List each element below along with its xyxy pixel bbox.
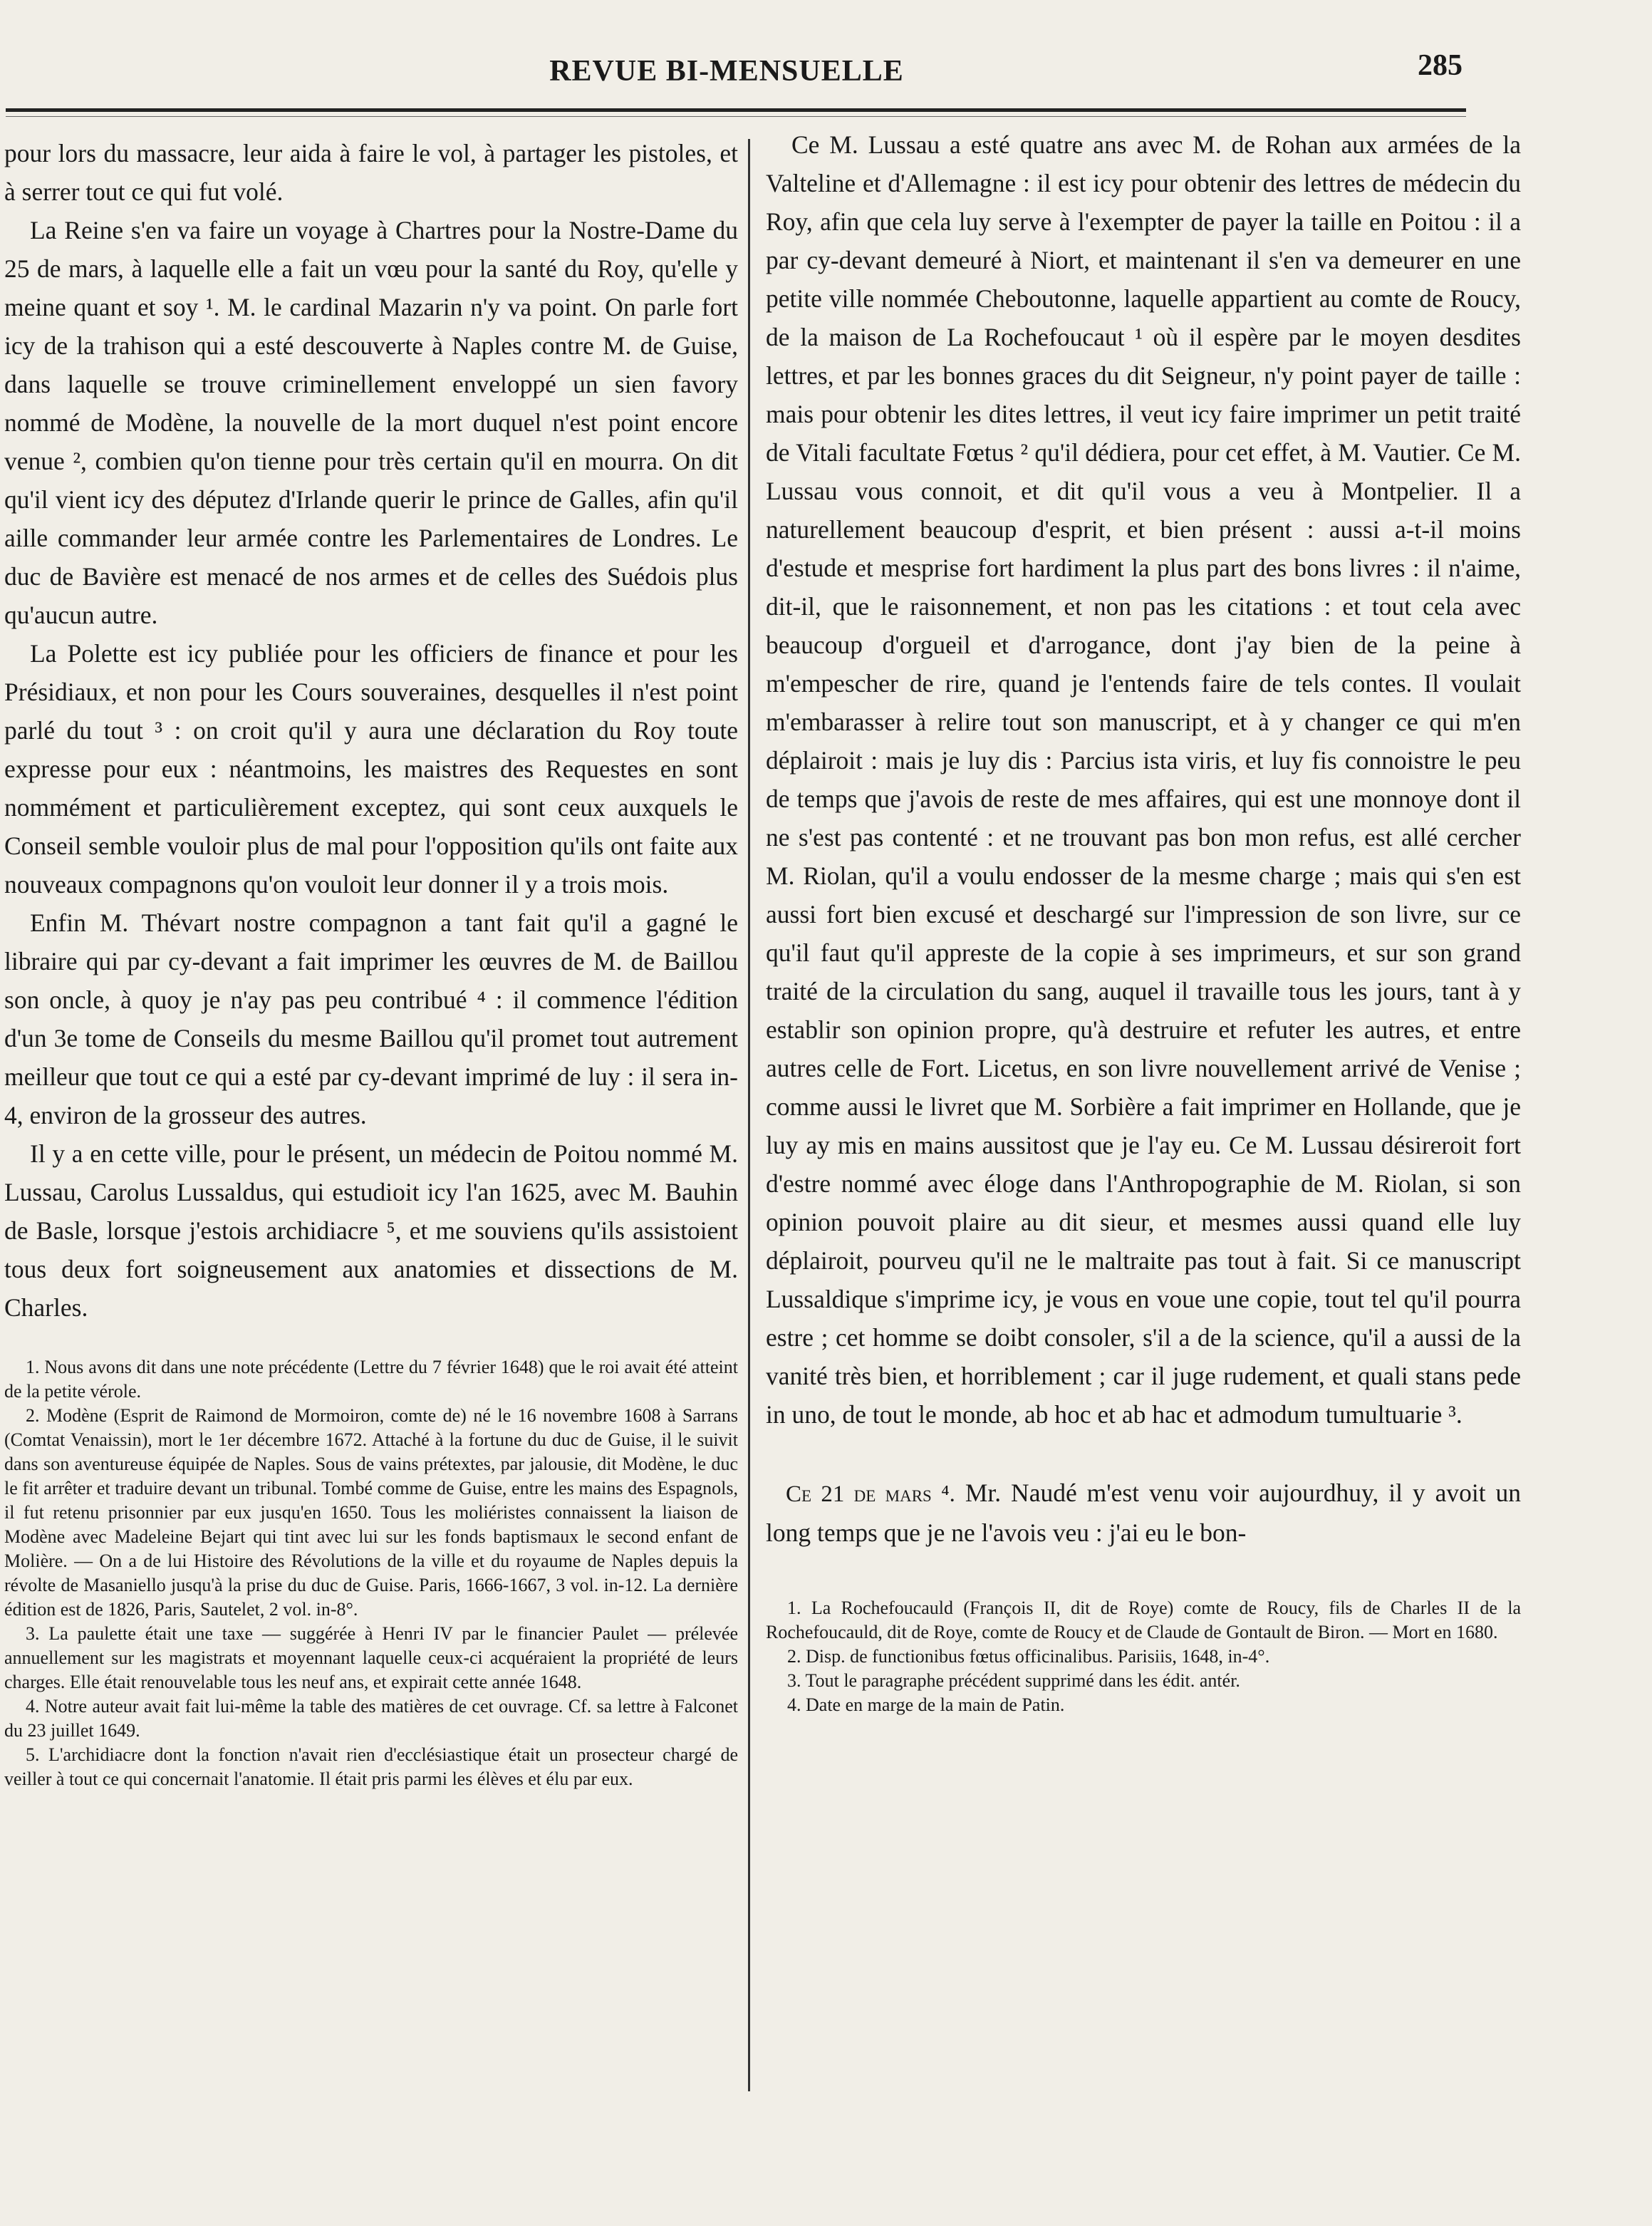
footnote: 5. L'archidiacre dont la fonction n'avait rien d'ecclésiastique était un prosecteur chargé de veiller à tout ce qui concernait l'anatomie. Il était pris parmi les élèves et élu par eux. xyxy=(4,1744,738,1789)
footnotes-right xyxy=(766,1596,1521,1717)
column-divider xyxy=(748,139,750,2091)
page-number: 285 xyxy=(1418,49,1463,82)
paragraph: La Reine s'en va faire un voyage à Chartres pour la Nostre-Dame du 25 de mars, à laquelle elle a fait un vœu pour la santé du Roy, qu'elle y meine quant et soy ¹. M. le cardinal Mazarin n'y va point. On parle fort icy de la trahison qui a esté descouverte à Naples contre M. de Guise, dans laquelle se trouve criminellement enveloppé un sien favory nommé de Modène, la nouvelle de la mort duquel n'est point encore venue ², combien qu'on tienne pour très certain qu'il en mourra. On dit qu'il vient icy des députez d'Irlande querir le prince de Galles, afin qu'il aille commander leur armée contre les Parlementaires de Londres. Le duc de Bavière est menacé de nos armes et de celles des Suédois plus qu'aucun autre. xyxy=(4,216,738,629)
footnote: 2. Modène (Esprit de Raimond de Mormoiron, comte de) né le 16 novembre 1608 à Sarrans (Comtat Venaissin), mort le 1er décembre 1672. Attaché à la fortune du duc de Guise, il le suivit dans son aventureuse équipée de Naples. Sous de vains prétextes, par jalousie, dit Modène, le duc le fit arrêter et traduire devant un tribunal. Tombé comme de Guise, entre les mains des Espagnols, il fut retenu prisonnier par eux jusqu'en 1650. Tous les moliéristes connaissent la liaison de Modène avec Madeleine Bejart qui tint avec lui sur les fonds baptismaux le second enfant de Molière. — On a de lui Histoire des Révolutions de la ville et du royaume de Naples depuis la révolte de Masaniello jusqu'à la prise du duc de Guise. Paris, 1666-1667, 3 vol. in-12. La dernière édition est de 1826, Paris, Sautelet, 2 vol. in-8°. xyxy=(4,1405,738,1620)
paragraph: La Polette est icy publiée pour les officiers de finance et pour les Présidiaux, et non pour les Cours souveraines, desquelles il n'est point parlé du tout ³ : on croit qu'il y aura une déclaration du Roy toute expresse pour eux : néantmoins, les maistres des Requestes en sont nommément et particulièrement exceptez, qui sont ceux auxquels le Conseil semble vouloir plus de mal pour l'opposition qu'ils ont faite aux nouveaux compagnons qu'on vouloit leur donner il y a trois mois. xyxy=(4,639,738,899)
paragraph: Il y a en cette ville, pour le présent, un médecin de Poitou nommé M. Lussau, Carolus Lussaldus, qui estudioit icy l'an 1625, avec M. Bauhin de Basle, lorsque j'estois archidiacre ⁵, et me souviens qu'ils assistoient tous deux fort soigneusement aux anatomies et dissections de M. Charles. xyxy=(4,1139,738,1322)
footnotes-left xyxy=(4,1355,738,1791)
dated-paragraph xyxy=(766,1474,1521,1552)
header-rule xyxy=(6,108,1466,112)
footnote: 1. Nous avons dit dans une note précédente (Lettre du 7 février 1648) que le roi avait été atteint de la petite vérole. xyxy=(4,1357,738,1402)
footnote: 2. Disp. de functionibus fœtus officinalibus. Parisiis, 1648, in-4°. xyxy=(787,1646,1270,1667)
footnote: 1. La Rochefoucauld (François II, dit de Roye) comte de Roucy, fils de Charles II de la Rochefoucauld, dit de Roye, comte de Roucy et de Claude de Gontault de Biron. — Mort en 1680. xyxy=(766,1598,1521,1642)
entry-text: Mr. Naudé m'est venu voir aujourdhuy, il y avoit un long temps que je ne l'avois veu : j'ai eu le bon- xyxy=(766,1479,1522,1547)
right-column xyxy=(766,125,1521,1717)
entry-date: Ce 21 de mars ⁴. xyxy=(786,1481,955,1507)
left-column xyxy=(4,134,738,1791)
footnote: 3. La paulette était une taxe — suggérée à Henri IV par le financier Paulet — prélevée annuellement sur les magistrats et moyennant laquelle ceux-ci acquéraient la propriété de leurs charges. Elle était renouvelable tous les neuf ans, et expirait cette année 1648. xyxy=(4,1623,738,1692)
footnote: 4. Notre auteur avait fait lui-même la table des matières de cet ouvrage. Cf. sa lettre à Falconet du 23 juillet 1649. xyxy=(4,1696,738,1741)
paragraph: Enfin M. Thévart nostre compagnon a tant fait qu'il a gagné le libraire qui par cy-devant a fait imprimer les œuvres de M. de Baillou son oncle, à quoy je n'ay pas peu contribué ⁴ : il commence l'édition d'un 3e tome de Conseils du mesme Baillou qu'il promet tout autrement meilleur que tout ce qui a esté par cy-devant imprimé de luy : il sera in-4, environ de la grosseur des autres. xyxy=(4,908,738,1129)
running-header-title: REVUE BI-MENSUELLE xyxy=(549,55,904,88)
paragraph: pour lors du massacre, leur aida à faire le vol, à partager les pistoles, et à serrer tout ce qui fut volé. xyxy=(4,139,738,206)
paragraph: Ce M. Lussau a esté quatre ans avec M. de Rohan aux armées de la Valteline et d'Allemagne : il est icy pour obtenir des lettres de médecin du Roy, afin que cela luy serve à l'exempter de payer la taille en Poitou : il a par cy-devant demeuré à Niort, et maintenant il s'en va demeurer en une petite ville nommée Cheboutonne, laquelle appartient au comte de Roucy, de la maison de La Rochefoucaut ¹ où il espère par le moyen desdites lettres, et par les bonnes graces du dit Seigneur, n'y point payer de taille : mais pour obtenir les dites lettres, il veut icy faire imprimer un petit traité de Vitali facultate Fœtus ² qu'il dédiera, pour cet effet, à M. Vautier. Ce M. Lussau vous connoit, et dit qu'il vous a veu à Montpelier. Il a naturellement beaucoup d'esprit, et bien présent : aussi a-t-il moins d'estude et mesprise fort hardiment la plus part des bons livres : il n'aime, dit-il, que le raisonnement, et non pas les citations : et tout cela avec beaucoup d'orgueil et d'arrogance, dont j'ay bien de la peine à m'empescher de rire, quand je l'entends faire de tels contes. Il voulait m'embarasser à relire tout son manuscript, et à y changer ce qui m'en déplairoit : mais je luy dis : Parcius ista viris, et luy fis connoistre le peu de temps que j'avois de reste de mes affaires, qui est une monnoye dont il ne s'est pas contenté : et ne trouvant pas bon mon refus, est allé cercher M. Riolan, qu'il a voulu endosser de la mesme charge ; mais qui s'en est aussi fort bien excusé et deschargé sur l'impression de son livre, sur ce qu'il faut qu'il appreste de la copie à ses imprimeurs, et sur son grand traité de la circulation du sang, auquel il travaille tous les jours, tant à y establir son opinion propre, qu'à destruire et refuter les autres, et entre autres celle de Fort. Licetus, en son livre nouvellement arrivé de Venise ; comme aussi le livret que M. Sorbière a fait imprimer en Hollande, que je luy ay mis en mains aussitost que je l'ay eu. Ce M. Lussau désireroit fort d'estre nommé avec éloge dans l'Anthropographie de M. Riolan, si son opinion pouvoit plaire au dit sieur, et mesmes aussi quand elle luy déplairoit, pourveu qu'il ne le maltraite pas tout à fait. Si ce manuscript Lussaldique s'imprime icy, je vous en voue une copie, tout tel qu'il pourra estre ; cet homme se doibt consoler, s'il a de la science, qu'il a aussi de la vanité très bien, et horriblement ; car il juge rudement, et quali stans pede in uno, de tout le monde, ab hoc et ab hac et admodum tumultuarie ³. xyxy=(766,130,1521,1429)
footnote: 4. Date en marge de la main de Patin. xyxy=(787,1694,1065,1715)
footnote: 3. Tout le paragraphe précédent supprimé dans les édit. antér. xyxy=(787,1670,1240,1691)
